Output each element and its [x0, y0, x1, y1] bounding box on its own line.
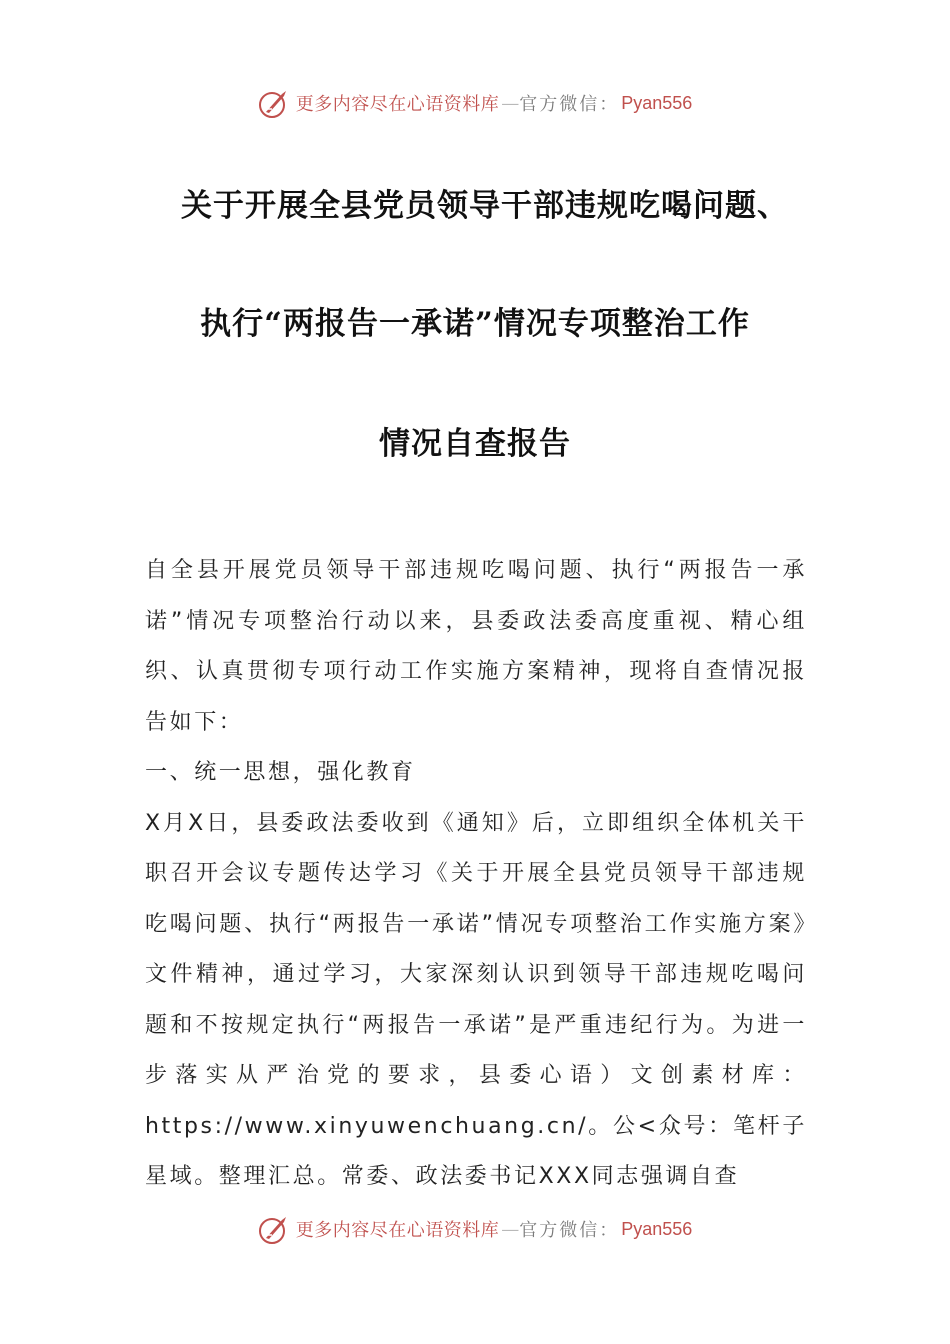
document-body [145, 546, 807, 1203]
document-title-line-2: 执行“两报告一承诺”情况专项整治工作 [200, 306, 750, 342]
watermark-label: 官方微信： [519, 1220, 620, 1241]
watermark-separator: — [501, 92, 518, 114]
quill-pen-circle-icon [258, 1213, 290, 1245]
watermark-title: 更多内容尽在心语资料库 [295, 94, 500, 115]
watermark-header [0, 83, 950, 123]
paragraph-section-1: X月X日，县委政法委收到《通知》后，立即组织全体机关干职召开会议专题传达学习《关于开展全县党员领导干部违规吃喝问题、执行“两报告一承诺”情况专项整治工作实施方案》文件精神，通过学习，大家深刻认识到领导干部违规吃喝问题和不按规定执行“两报告一承诺”是严重违纪行为。为进一步落实从严治党的要求，县委心语）文创素材库：https://www.xinyuwenchuang.cn/。公<众号：笔杆子星域。整理汇总。常委、政法委书记XXX同志强调自查 [145, 810, 807, 1189]
watermark-label: 官方微信： [519, 94, 620, 115]
watermark-separator: — [501, 1218, 518, 1240]
watermark-footer [0, 1209, 950, 1249]
document-title-line-1: 关于开展全县党员领导干部违规吃喝问题、 [181, 188, 789, 224]
document-title-line-3: 情况自查报告 [379, 426, 571, 462]
watermark-wechat-id: Pyan556 [621, 92, 693, 113]
watermark-wechat-id: Pyan556 [621, 1218, 693, 1239]
watermark-title: 更多内容尽在心语资料库 [295, 1220, 500, 1241]
quill-pen-circle-icon [258, 87, 290, 119]
section-heading-1: 一、统一思想，强化教育 [145, 760, 416, 785]
paragraph-intro: 自全县开展党员领导干部违规吃喝问题、执行“两报告一承诺”情况专项整治行动以来，县委政法委高度重视、精心组织、认真贯彻专项行动工作实施方案精神，现将自查情况报告如下： [145, 558, 807, 735]
